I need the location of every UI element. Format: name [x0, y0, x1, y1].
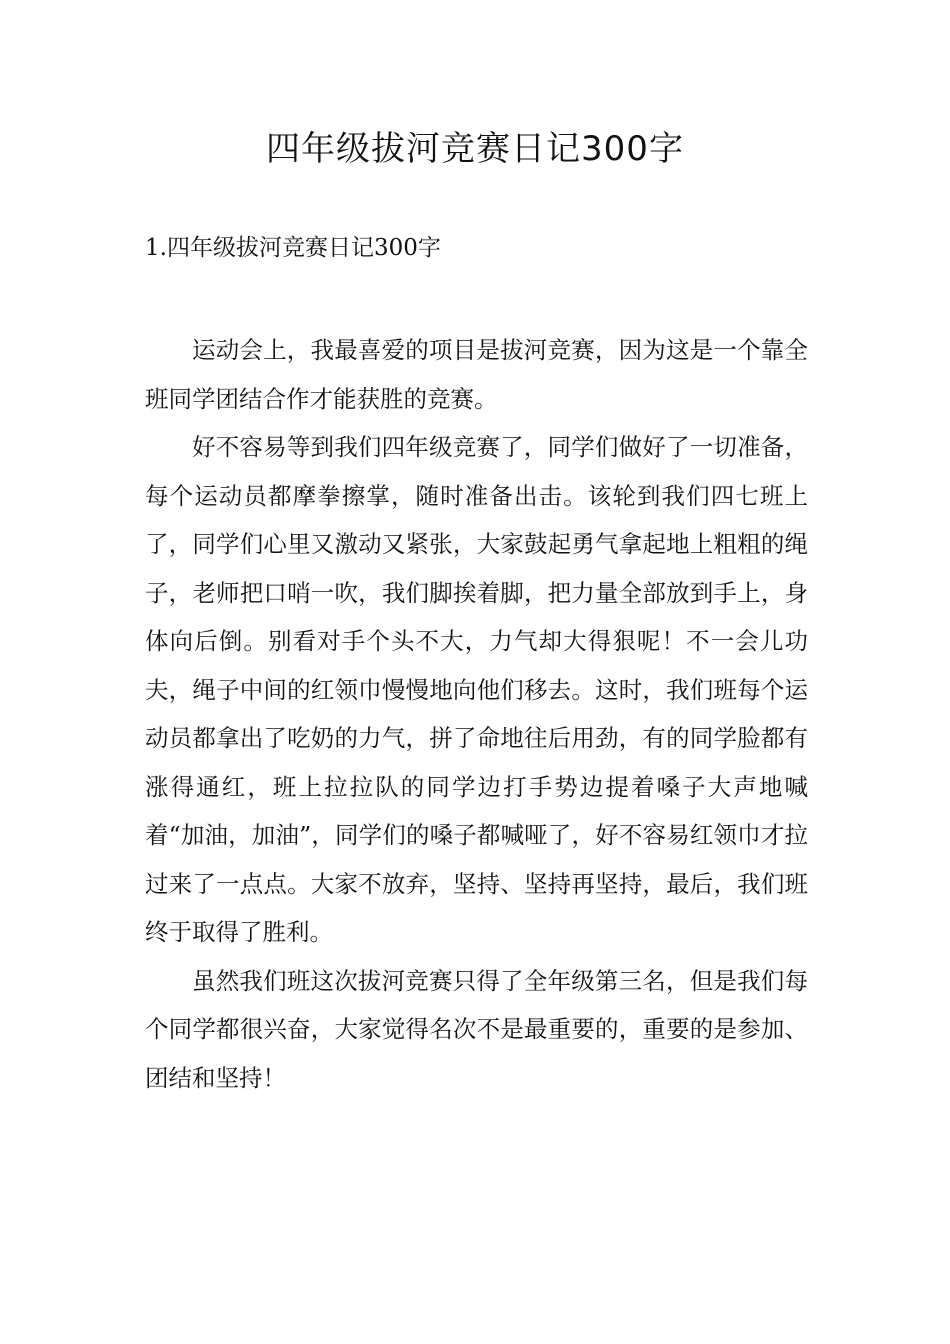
document-title: 四年级拔河竞赛日记300字: [266, 129, 684, 169]
paragraph-intro: 运动会上，我最喜爱的项目是拔河竞赛，因为这是一个靠全班同学团结合作才能获胜的竞赛。: [145, 336, 808, 413]
paragraph-conclusion: 虽然我们班这次拔河竞赛只得了全年级第三名，但是我们每个同学都很兴奋，大家觉得名次不是最重要的，重要的是参加、团结和坚持！: [145, 966, 808, 1092]
paragraph-competition: 好不容易等到我们四年级竞赛了，同学们做好了一切准备，每个运动员都摩拳擦掌，随时准备出击。该轮到我们四七班上了，同学们心里又激动又紧张，大家鼓起勇气拿起地上粗粗的绳子，老师把口哨一吹，我们脚挨着脚，把力量全部放到手上，身体向后倒。别看对手个头不大，力气却大得狠呢！不一会儿功夫，绳子中间的红领巾慢慢地向他们移去。这时，我们班每个运动员都拿出了吃奶的力气，拼了命地往后用劲，有的同学脸都有涨得通红，班上拉拉队的同学边打手势边提着嗓子大声地喊着“加油，加油”，同学们的嗓子都喊哑了，好不容易红领巾才拉过来了一点点。大家不放弃，坚持、坚持再坚持，最后，我们班终于取得了胜利。: [145, 433, 808, 946]
section-heading: 1.四年级拔河竞赛日记300字: [145, 235, 441, 261]
document-body: [145, 326, 808, 1102]
